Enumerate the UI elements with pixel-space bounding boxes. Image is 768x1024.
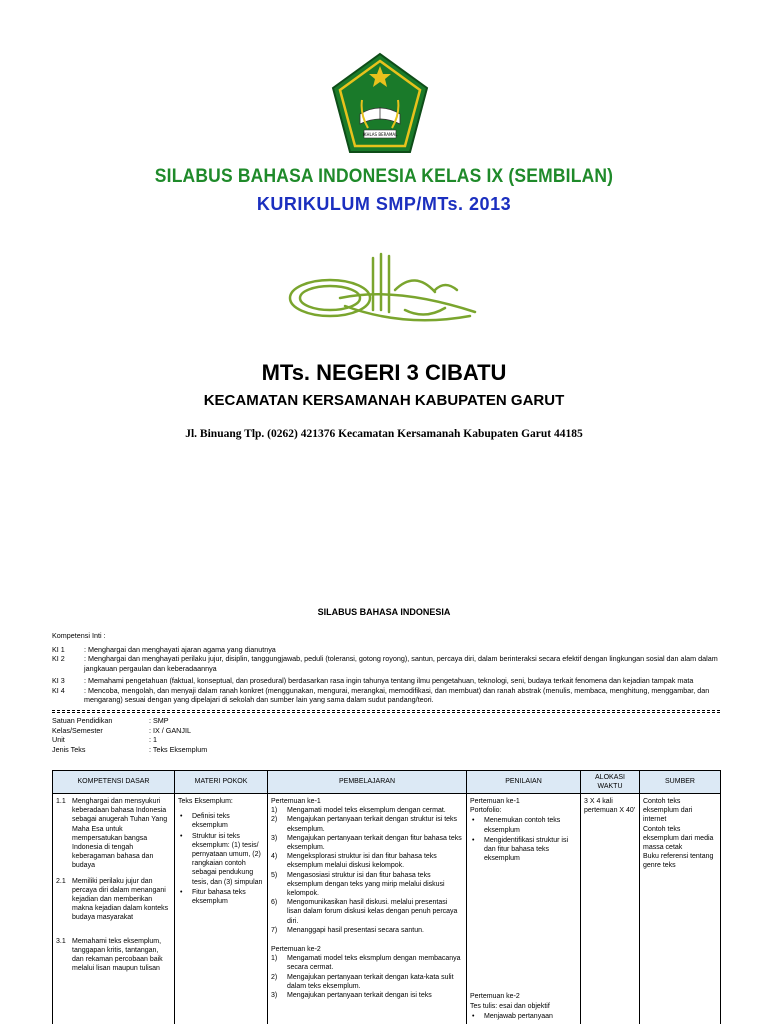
kemenag-logo — [330, 52, 430, 156]
source-item: Contoh teks eksemplum dari media massa cetak — [643, 825, 714, 852]
assessment-type: Portofolio: — [470, 807, 502, 815]
materi-cell — [175, 794, 268, 1024]
step: 3) Mengajukan pertanyaan terkait dengan fitur bahasa teks eksemplum. — [271, 834, 462, 852]
meta-label: Jenis Teks — [52, 744, 86, 754]
meeting-heading: Pertemuan ke-2 — [271, 946, 321, 954]
list-item: • Struktur isi teks eksemplum: (1) tesis/ pernyataan umum, (2) rangkaian contoh sebagai pendukung tesis, dan (3) simpulan — [178, 832, 264, 887]
list-item: • Menjawab pertanyaan — [470, 1012, 577, 1021]
step: 6) Mengomunikasikan hasil diskusi. melalui presentasi lisan dalam forum diskusi kelas dengan penuh percaya diri. — [271, 899, 458, 925]
syllabus-table — [52, 770, 721, 1024]
pembelajaran-cell — [268, 794, 467, 1024]
meta-value: : Teks Eksemplum — [149, 744, 208, 754]
course-metadata — [52, 716, 207, 754]
kd-item — [56, 937, 171, 974]
meeting-block — [271, 797, 463, 935]
header-alokasi-waktu: ALOKASI WAKTU — [581, 771, 640, 794]
step: 1) Mengamati model teks eksemplum dengan cermat. — [271, 807, 446, 815]
header-kompetensi-dasar: KOMPETENSI DASAR — [53, 771, 175, 794]
source-item: Buku referensi tentang genre teks — [643, 853, 714, 870]
assessment-list — [470, 816, 577, 863]
assessment-heading: Pertemuan ke-1 — [470, 798, 520, 805]
step: 3) Mengajukan pertanyaan terkait dengan isi teks — [271, 992, 432, 1000]
meta-row — [52, 745, 207, 755]
header-pembelajaran: PEMBELAJARAN — [268, 771, 467, 794]
meta-row — [52, 716, 207, 726]
calligraphy-ornament — [285, 250, 480, 340]
penilaian-cell — [467, 794, 581, 1024]
meta-value: : IX / GANJIL — [149, 725, 191, 735]
ki-text: : Menghargai dan menghayati ajaran agama yang dianutnya — [84, 644, 276, 654]
list-item: • Menemukan contoh teks eksemplum — [470, 816, 577, 834]
table-header-row — [53, 771, 721, 794]
header-materi-pokok: MATERI POKOK — [175, 771, 268, 794]
ki-heading: Kompetensi Inti : — [52, 631, 106, 640]
ki-item — [52, 676, 732, 686]
meta-label: Kelas/Semester — [52, 725, 103, 735]
assessment-block — [470, 992, 577, 1021]
kd-number: 2.1 — [56, 877, 66, 885]
time-allocation: 3 X 4 kali pertemuan X 40' — [584, 798, 636, 815]
kd-text: Memahami teks eksemplum, tanggapan kritis, tantangan, dan rekaman percobaan baik melalui lisan maupun tulisan — [72, 937, 163, 973]
school-address: Jl. Binuang Tlp. (0262) 421376 Kecamatan Kersamanah Kabupaten Garut 44185 — [185, 428, 583, 440]
school-name: MTs. NEGERI 3 CIBATU — [261, 360, 507, 385]
materi-heading: Teks Eksemplum: — [178, 798, 233, 805]
curriculum-title: KURIKULUM SMP/MTs. 2013 — [256, 194, 512, 214]
step: 4) Mengeksplorasi struktur isi dan fitur bahasa teks eksemplum melalui diskusi kelompok. — [271, 853, 437, 870]
kd-text: Memiliki perilaku jujur dan percaya diri dalam menangani kejadian dan memberikan makna kejadian dalam konteks budaya masyarakat — [72, 877, 169, 922]
list-item: • Mengidentifikasi struktur isi dan fitur bahasa teks eksemplum — [470, 836, 577, 864]
step: 2) Mengajukan pertanyaan terkait dengan struktur isi teks eksemplum. — [271, 816, 458, 833]
ki-item — [52, 686, 732, 705]
kd-text: Menghargai dan mensyukuri keberadaan bahasa Indonesia sebagai anugerah Tuhan Yang Maha Esa untuk mempersatukan bangsa Indonesia di tengah keberagaman bahasa dan budaya — [72, 798, 168, 870]
header-sumber: SUMBER — [640, 771, 721, 794]
ki-code: KI 2 — [52, 654, 65, 663]
materi-list — [178, 812, 264, 906]
syllabus-title: SILABUS BAHASA INDONESIA KELAS IX (SEMBILAN) — [154, 166, 614, 187]
step: 2) Mengajukan pertanyaan terkait dengan kata-kata sulit dalam teks eksemplum. — [271, 973, 454, 990]
meta-value: : 1 — [149, 735, 157, 744]
list-item: • Fitur bahasa teks eksemplum — [178, 888, 264, 906]
meta-row — [52, 735, 207, 745]
kd-number: 1.1 — [56, 798, 66, 805]
ki-item — [52, 654, 732, 673]
separator-line — [52, 710, 720, 713]
meta-label: Satuan Pendidikan — [52, 716, 113, 725]
document-title: SILABUS BAHASA INDONESIA — [317, 607, 451, 617]
step: 1) Mengamati model teks eksmplum dengan membacanya secara cermat. — [271, 955, 461, 972]
step: 7) Menanggapi hasil presentasi secara santun. — [271, 926, 424, 934]
ki-text: : Memahami pengetahuan (faktual, konseptual, dan prosedural) berdasarkan rasa ingin tahunya tentang ilmu pengetahuan, teknologi, seni, budaya terkait fenomena dan kejadian tampak mata — [84, 676, 694, 685]
header-penilaian: PENILAIAN — [467, 771, 581, 794]
kd-cell — [53, 794, 175, 1024]
ki-code: KI 4 — [52, 685, 65, 695]
sumber-cell — [640, 794, 721, 1024]
alokasi-cell — [581, 794, 640, 1024]
ki-code: KI 1 — [52, 644, 65, 654]
logo-motto: IKHLAS BERAMAL — [362, 132, 398, 137]
meta-value: : SMP — [149, 716, 169, 725]
meeting-heading: Pertemuan ke-1 — [271, 798, 321, 805]
ki-code: KI 3 — [52, 676, 65, 685]
ki-text: : Menghargai dan menghayati perilaku jujur, disiplin, tanggungjawab, peduli (toleransi, gotong royong), santun, percaya diri, dalam berinteraksi secara efektif dengan lingkungan sosial dan alam dalam jangkauan pergaulan dan keberadaannya — [84, 654, 718, 673]
meta-row — [52, 726, 207, 736]
assessment-block — [470, 797, 577, 863]
ki-text: : Mencoba, mengolah, dan menyaji dalam ranah konkret (menggunakan, mengurai, merangkai, memodifikasi, dan membuat) dan ranah abstrak (menulis, membaca, menghitung, menggambar, dan mengarang) sesuai dengan yang dipelajari di sekolah dan sumber lain yang sama dalam sudut pandang/teori. — [84, 685, 710, 704]
meta-label: Unit — [52, 735, 65, 744]
list-item: • Definisi teks eksemplum — [178, 812, 264, 830]
ki-item — [52, 645, 732, 655]
table-row — [53, 794, 721, 1024]
source-item: Contoh teks eksemplum dari internet — [643, 798, 693, 824]
district-name: KECAMATAN KERSAMANAH KABUPATEN GARUT — [203, 392, 565, 409]
meeting-block — [271, 945, 463, 1000]
assessment-list — [470, 1012, 577, 1021]
kd-number: 3.1 — [56, 937, 66, 945]
kd-item — [56, 797, 171, 871]
step: 5) Mengasosiasi struktur isi dan fitur bahasa teks eksemplum dengan teks yang mirip melalui diskusi kelompok. — [271, 871, 445, 898]
assessment-type: Tes tulis: esai dan objektif — [470, 1002, 550, 1010]
kd-item — [56, 877, 171, 923]
kompetensi-inti — [52, 631, 732, 705]
assessment-heading: Pertemuan ke-2 — [470, 993, 520, 1001]
